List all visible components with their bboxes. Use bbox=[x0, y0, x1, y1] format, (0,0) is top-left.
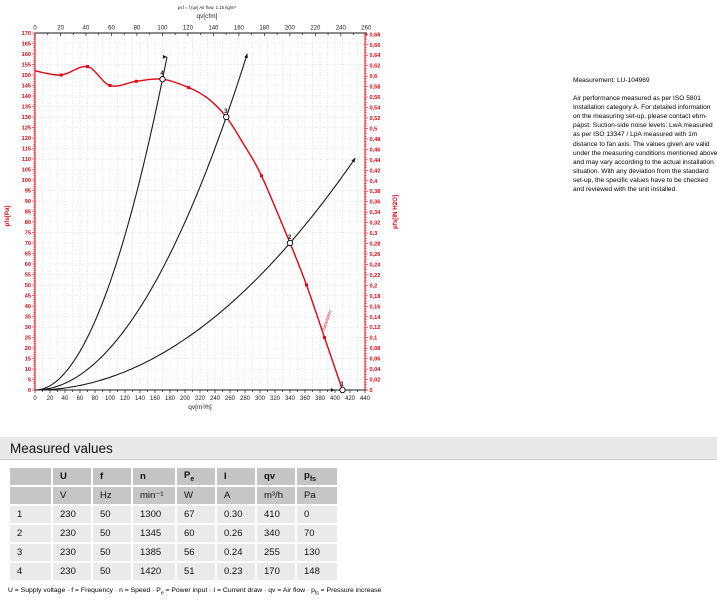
svg-text:0,46: 0,46 bbox=[369, 147, 381, 154]
value-cell: 230 bbox=[53, 506, 91, 523]
svg-text:0,32: 0,32 bbox=[369, 220, 381, 227]
svg-text:180: 180 bbox=[259, 25, 270, 32]
value-cell: 1385 bbox=[133, 544, 175, 561]
svg-text:300: 300 bbox=[254, 396, 266, 402]
svg-text:440: 440 bbox=[359, 396, 371, 402]
operating-point-1 bbox=[340, 387, 345, 392]
svg-text:0,36: 0,36 bbox=[369, 199, 381, 206]
svg-text:60: 60 bbox=[24, 262, 31, 268]
svg-text:0,64: 0,64 bbox=[369, 53, 381, 60]
value-cell: 230 bbox=[53, 544, 91, 561]
svg-text:420: 420 bbox=[344, 396, 356, 402]
svg-text:0,06: 0,06 bbox=[369, 356, 381, 363]
svg-text:0,28: 0,28 bbox=[369, 241, 381, 248]
column-header: $p_{fs}$ bbox=[297, 468, 337, 485]
svg-text:80: 80 bbox=[133, 25, 141, 32]
measured-values-section-header bbox=[0, 437, 717, 460]
value-cell: 56 bbox=[177, 544, 215, 561]
value-cell: 230 bbox=[53, 563, 91, 580]
column-header: qv bbox=[257, 468, 295, 485]
svg-text:15: 15 bbox=[24, 356, 31, 363]
svg-text:10: 10 bbox=[24, 367, 31, 373]
data-point-marker bbox=[260, 174, 263, 177]
value-cell: 1420 bbox=[133, 563, 175, 580]
svg-text:60: 60 bbox=[76, 396, 84, 402]
svg-text:0,24: 0,24 bbox=[369, 262, 381, 269]
value-cell: 130 bbox=[297, 544, 337, 561]
svg-text:0: 0 bbox=[33, 25, 37, 32]
svg-text:0,08: 0,08 bbox=[369, 346, 381, 353]
svg-text:135: 135 bbox=[21, 104, 31, 111]
svg-text:0,6: 0,6 bbox=[369, 74, 378, 81]
value-cell: 255 bbox=[257, 544, 295, 561]
column-header bbox=[10, 468, 51, 485]
svg-text:25: 25 bbox=[24, 335, 31, 342]
svg-text:0,2: 0,2 bbox=[369, 283, 378, 290]
svg-text:110: 110 bbox=[21, 157, 31, 163]
data-point-marker bbox=[305, 284, 308, 287]
column-header: f bbox=[93, 468, 131, 485]
svg-text:0,3: 0,3 bbox=[369, 231, 378, 238]
svg-text:200: 200 bbox=[284, 25, 295, 32]
measurement-note bbox=[573, 76, 717, 194]
x-axis-top-title: qv[cfm] bbox=[196, 13, 218, 20]
svg-text:260: 260 bbox=[224, 396, 236, 402]
svg-text:90: 90 bbox=[24, 199, 31, 205]
svg-text:70: 70 bbox=[24, 241, 31, 247]
svg-text:200: 200 bbox=[179, 396, 191, 402]
svg-text:320: 320 bbox=[269, 396, 281, 402]
value-cell: 51 bbox=[177, 563, 215, 580]
svg-text:40: 40 bbox=[61, 396, 69, 402]
value-cell: 0.30 bbox=[217, 506, 255, 523]
svg-text:0,02: 0,02 bbox=[369, 377, 381, 384]
system-curve-1 bbox=[35, 57, 167, 390]
value-cell: 67 bbox=[177, 506, 215, 523]
arrowhead-icon bbox=[331, 388, 335, 392]
svg-text:400: 400 bbox=[329, 396, 341, 402]
svg-text:80: 80 bbox=[24, 220, 31, 226]
svg-text:120: 120 bbox=[182, 25, 193, 32]
row-number: 3 bbox=[10, 544, 51, 561]
svg-text:220: 220 bbox=[194, 396, 206, 402]
svg-text:160: 160 bbox=[21, 52, 31, 58]
row-number: 4 bbox=[10, 563, 51, 580]
svg-text:20: 20 bbox=[57, 25, 64, 32]
svg-text:120: 120 bbox=[119, 396, 131, 402]
unit-header: min⁻¹ bbox=[133, 487, 175, 504]
unit-header: Pa bbox=[297, 487, 337, 504]
svg-text:120: 120 bbox=[21, 136, 31, 142]
data-point-marker bbox=[135, 80, 138, 83]
svg-text:80: 80 bbox=[91, 396, 99, 402]
value-cell: 0 bbox=[297, 506, 337, 523]
svg-text:140: 140 bbox=[134, 396, 146, 402]
svg-text:35: 35 bbox=[24, 314, 31, 321]
svg-text:0,58: 0,58 bbox=[369, 84, 381, 91]
svg-text:145: 145 bbox=[21, 83, 31, 90]
system-curve-3 bbox=[35, 158, 355, 390]
value-cell: 1300 bbox=[133, 506, 175, 523]
x-axis-top bbox=[33, 26, 372, 37]
svg-text:95: 95 bbox=[24, 188, 31, 195]
x-axis-bottom bbox=[33, 390, 370, 402]
unit-header bbox=[10, 487, 51, 504]
svg-text:5: 5 bbox=[27, 377, 31, 384]
operating-point-4 bbox=[160, 77, 165, 82]
svg-text:0,5: 0,5 bbox=[369, 126, 378, 133]
svg-text:0,12: 0,12 bbox=[369, 325, 381, 332]
svg-text:50: 50 bbox=[24, 283, 31, 289]
svg-text:75: 75 bbox=[24, 230, 31, 237]
curve-label: 230V/50Hz bbox=[321, 309, 333, 332]
data-point-marker bbox=[60, 74, 63, 77]
column-header: $P_e$ bbox=[177, 468, 215, 485]
svg-text:140: 140 bbox=[208, 25, 219, 32]
value-cell: 0.23 bbox=[217, 563, 255, 580]
value-cell: 50 bbox=[93, 506, 131, 523]
chart-title: psf = f (qv) Air flow, 1.15 kg/m³ bbox=[178, 5, 236, 10]
value-cell: 50 bbox=[93, 563, 131, 580]
svg-text:0,38: 0,38 bbox=[369, 189, 381, 196]
svg-text:0,04: 0,04 bbox=[369, 367, 381, 374]
table-row bbox=[10, 544, 337, 561]
svg-text:240: 240 bbox=[335, 25, 346, 32]
value-cell: 70 bbox=[297, 525, 337, 542]
table-row bbox=[10, 563, 337, 580]
table-row bbox=[10, 525, 337, 542]
unit-header: W bbox=[177, 487, 215, 504]
table-row bbox=[10, 506, 337, 523]
svg-text:45: 45 bbox=[24, 293, 31, 300]
svg-text:0,42: 0,42 bbox=[369, 168, 381, 175]
column-header: U bbox=[53, 468, 91, 485]
svg-text:100: 100 bbox=[157, 25, 168, 32]
svg-text:260: 260 bbox=[361, 25, 372, 32]
svg-text:0,62: 0,62 bbox=[369, 63, 381, 70]
value-cell: 148 bbox=[297, 563, 337, 580]
section-title: Measured values bbox=[10, 440, 113, 456]
y-axis-left-title: pfs[Pa] bbox=[4, 205, 11, 227]
svg-text:220: 220 bbox=[310, 25, 321, 32]
value-cell: 0.26 bbox=[217, 525, 255, 542]
svg-text:20: 20 bbox=[24, 346, 31, 352]
svg-text:115: 115 bbox=[21, 146, 31, 153]
svg-text:0: 0 bbox=[369, 388, 373, 394]
data-point-marker bbox=[323, 336, 326, 339]
unit-header: V bbox=[53, 487, 91, 504]
table-footnote: U = Supply voltage · f = Frequency · n = Speed · $P_e$ = Power input · I = Current draw · qv = Air flow · $p_{fs}$ = Pressure increase bbox=[8, 587, 382, 597]
operating-point-2 bbox=[287, 240, 292, 245]
y-axis-right bbox=[365, 32, 381, 394]
svg-text:340: 340 bbox=[284, 396, 296, 402]
svg-text:0,56: 0,56 bbox=[369, 95, 381, 102]
svg-text:0,44: 0,44 bbox=[369, 157, 381, 164]
data-point-marker bbox=[86, 65, 89, 68]
svg-text:180: 180 bbox=[164, 396, 176, 402]
svg-text:20: 20 bbox=[46, 396, 54, 402]
value-cell: 50 bbox=[93, 544, 131, 561]
svg-text:0,1: 0,1 bbox=[369, 335, 378, 342]
unit-header: A bbox=[217, 487, 255, 504]
svg-text:380: 380 bbox=[314, 396, 326, 402]
value-cell: 0.24 bbox=[217, 544, 255, 561]
column-header: n bbox=[133, 468, 175, 485]
svg-text:280: 280 bbox=[239, 396, 251, 402]
svg-text:40: 40 bbox=[24, 304, 31, 310]
svg-text:60: 60 bbox=[108, 25, 115, 32]
operating-point-3 bbox=[224, 114, 229, 119]
svg-text:40: 40 bbox=[82, 25, 90, 32]
fan-curve-svg bbox=[0, 0, 455, 428]
svg-text:30: 30 bbox=[24, 325, 31, 331]
operating-point-label: 3 bbox=[223, 107, 228, 115]
svg-text:165: 165 bbox=[21, 41, 31, 48]
svg-text:0,52: 0,52 bbox=[369, 115, 381, 122]
svg-text:0,16: 0,16 bbox=[369, 304, 381, 311]
svg-text:100: 100 bbox=[104, 396, 116, 402]
svg-text:0,22: 0,22 bbox=[369, 272, 381, 279]
value-cell: 170 bbox=[257, 563, 295, 580]
data-point-marker bbox=[109, 84, 112, 87]
y-axis-right-title: pfs[IN H2O] bbox=[392, 194, 399, 230]
svg-text:140: 140 bbox=[21, 94, 31, 100]
svg-text:55: 55 bbox=[24, 272, 31, 279]
column-header: I bbox=[217, 468, 255, 485]
svg-text:105: 105 bbox=[21, 167, 31, 174]
value-cell: 50 bbox=[93, 525, 131, 542]
svg-text:130: 130 bbox=[21, 115, 31, 121]
svg-text:0: 0 bbox=[27, 388, 31, 394]
row-number: 1 bbox=[10, 506, 51, 523]
svg-text:155: 155 bbox=[21, 62, 31, 69]
svg-text:65: 65 bbox=[24, 251, 31, 258]
svg-text:0: 0 bbox=[33, 396, 37, 402]
svg-text:240: 240 bbox=[209, 396, 221, 402]
value-cell: 1345 bbox=[133, 525, 175, 542]
fan-performance-chart bbox=[0, 0, 455, 428]
operating-point-label: 2 bbox=[287, 233, 292, 241]
svg-text:0,4: 0,4 bbox=[369, 178, 378, 185]
measurement-id: Measurement: LU-104969 bbox=[573, 77, 650, 84]
svg-text:160: 160 bbox=[233, 25, 244, 32]
data-point-marker bbox=[187, 86, 190, 89]
svg-text:360: 360 bbox=[299, 396, 311, 402]
svg-text:160: 160 bbox=[149, 396, 161, 402]
y-axis-left bbox=[22, 31, 35, 394]
svg-text:0,66: 0,66 bbox=[369, 42, 381, 49]
svg-text:170: 170 bbox=[21, 31, 31, 37]
svg-text:0,54: 0,54 bbox=[369, 105, 381, 112]
svg-text:100: 100 bbox=[21, 178, 31, 184]
measurement-note-body: Air performance measured as per ISO 5801 Installation category A. For detailed information on the measuring set-up, please contact ebm-papst. Suction-side noise levels: LwA measured as per ISO 13347 / LpA measured with 1m distance to fan axis. The values given are valid under the measuring conditions mentioned above and may vary according to the actual installation situation. With any deviation from the standard set-up, the specific values have to be checked and reviewed with the unit installed. bbox=[573, 95, 717, 194]
operating-point-label: 1 bbox=[340, 380, 344, 388]
svg-text:0,14: 0,14 bbox=[369, 314, 381, 321]
svg-text:0,26: 0,26 bbox=[369, 251, 381, 258]
svg-text:0,34: 0,34 bbox=[369, 210, 381, 217]
table-row bbox=[10, 487, 337, 504]
unit-header: Hz bbox=[93, 487, 131, 504]
svg-text:0,18: 0,18 bbox=[369, 293, 381, 300]
value-cell: 230 bbox=[53, 525, 91, 542]
value-cell: 410 bbox=[257, 506, 295, 523]
unit-header: m³/h bbox=[257, 487, 295, 504]
svg-text:0,68: 0,68 bbox=[369, 32, 381, 39]
x-axis-bottom-title: qv[m³/h] bbox=[188, 404, 212, 411]
svg-text:125: 125 bbox=[21, 125, 31, 132]
operating-point-label: 4 bbox=[160, 70, 164, 77]
svg-text:85: 85 bbox=[24, 209, 31, 216]
value-cell: 340 bbox=[257, 525, 295, 542]
fan-curve bbox=[35, 66, 343, 390]
svg-text:150: 150 bbox=[21, 73, 31, 79]
row-number: 2 bbox=[10, 525, 51, 542]
value-cell: 60 bbox=[177, 525, 215, 542]
table-row bbox=[10, 468, 337, 485]
measured-values-table bbox=[8, 466, 339, 582]
svg-text:0,48: 0,48 bbox=[369, 136, 381, 143]
